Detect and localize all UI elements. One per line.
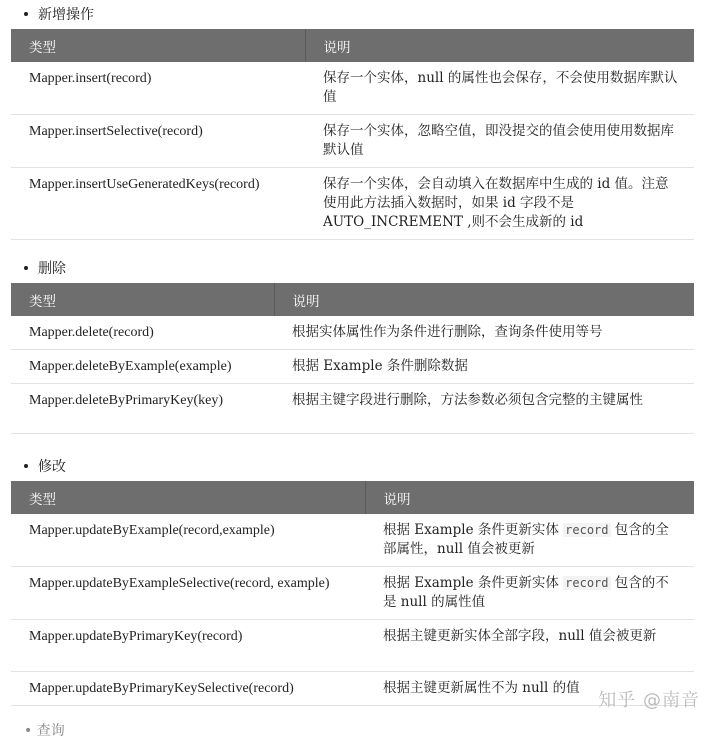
table-row: [11, 514, 694, 567]
section-title-query-partial: • 查询: [24, 723, 65, 739]
table-row: [11, 350, 694, 384]
table-header: [11, 283, 694, 316]
watermark: 知乎 @南音: [598, 690, 700, 711]
method-desc: 根据实体属性作为条件进行删除，查询条件使用等号: [274, 316, 694, 350]
section-title-insert: 新增操作: [24, 4, 94, 24]
method-name: Mapper.deleteByPrimaryKey(key): [11, 384, 274, 434]
table-row: [11, 115, 694, 168]
table-row: [11, 620, 694, 672]
update-table: [11, 481, 694, 706]
method-name: Mapper.updateByPrimaryKeySelective(record): [11, 672, 365, 706]
method-name: Mapper.delete(record): [11, 316, 274, 350]
table-row: [11, 672, 694, 706]
table-row: [11, 62, 694, 115]
header-desc: 说明: [365, 481, 694, 514]
method-name: Mapper.updateByExampleSelective(record, example): [11, 567, 365, 620]
method-name: Mapper.insert(record): [11, 62, 305, 115]
insert-table: [11, 29, 694, 240]
table-row: [11, 316, 694, 350]
method-name: Mapper.updateByExample(record,example): [11, 514, 365, 567]
delete-table: [11, 283, 694, 434]
method-desc: 保存一个实体，忽略空值，即没提交的值会使用使用数据库默认值: [305, 115, 694, 168]
header-desc: 说明: [274, 283, 694, 316]
method-name: Mapper.deleteByExample(example): [11, 350, 274, 384]
method-desc: 根据 Example 条件更新实体 record 包含的全部属性，null 值会被更新: [365, 514, 694, 567]
table-row: [11, 567, 694, 620]
method-desc: 根据主键更新实体全部字段，null 值会被更新: [365, 620, 694, 672]
section-title-delete: 删除: [24, 258, 66, 278]
inline-code: record: [565, 523, 609, 537]
method-desc: 保存一个实体，会自动填入在数据库中生成的 id 值。注意使用此方法插入数据时，如果 id 字段不是 AUTO_INCREMENT ,则不会生成新的 id: [305, 168, 694, 240]
method-name: Mapper.insertUseGeneratedKeys(record): [11, 168, 305, 240]
section-title-update: 修改: [24, 456, 66, 476]
bullet-icon: [24, 464, 28, 468]
bullet-icon: [24, 266, 28, 270]
header-desc: 说明: [305, 29, 694, 62]
method-desc: 根据主键字段进行删除，方法参数必须包含完整的主键属性: [274, 384, 694, 434]
header-type: 类型: [11, 29, 305, 62]
method-desc: 根据 Example 条件删除数据: [274, 350, 694, 384]
inline-code: record: [565, 576, 609, 590]
header-type: 类型: [11, 283, 274, 316]
method-desc: 根据主键更新属性不为 null 的值: [365, 672, 694, 706]
header-type: 类型: [11, 481, 365, 514]
method-desc: 根据 Example 条件更新实体 record 包含的不是 null 的属性值: [365, 567, 694, 620]
table-row: [11, 384, 694, 434]
method-name: Mapper.insertSelective(record): [11, 115, 305, 168]
table-row: [11, 168, 694, 240]
method-desc: 保存一个实体，null 的属性也会保存，不会使用数据库默认值: [305, 62, 694, 115]
table-header: [11, 29, 694, 62]
table-header: [11, 481, 694, 514]
method-name: Mapper.updateByPrimaryKey(record): [11, 620, 365, 672]
bullet-icon: [24, 12, 28, 16]
